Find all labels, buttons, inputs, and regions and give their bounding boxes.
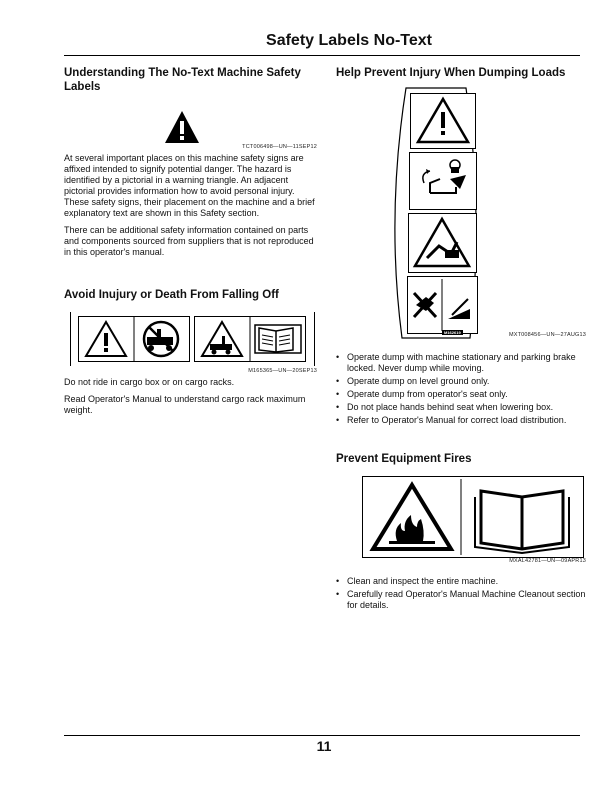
fire-bullet-list <box>336 576 586 611</box>
page-number: 11 <box>316 738 332 754</box>
dump-decal-figure <box>336 86 586 342</box>
section-heading-falling-off: Avoid Inujury or Death From Falling Off <box>64 289 279 301</box>
right-column <box>336 66 586 613</box>
figure-id: TCT006498—UN—11SEP12 <box>242 144 317 150</box>
list-item: • Operate dump on level ground only. <box>336 376 586 387</box>
dump-bullet-list <box>336 352 586 426</box>
fire-decal-frame <box>362 476 584 558</box>
list-item: • Operate dump from operator's seat only. <box>336 389 586 400</box>
list-item: • Clean and inspect the entire machine. <box>336 576 586 587</box>
hazard-panel-left <box>78 316 190 362</box>
list-item: • Operate dump with machine stationary and parking brake locked. Never dump while moving. <box>336 352 586 374</box>
no-hands-panel <box>407 276 478 334</box>
paragraph: Do not ride in cargo box or on cargo racks. <box>64 377 235 387</box>
hazard-panel-right <box>194 316 306 362</box>
hand-crush-panel <box>408 213 477 273</box>
paragraph: Read Operator's Manual to understand cargo rack maximum weight. <box>64 394 306 415</box>
warning-triangle-icon <box>164 110 200 144</box>
fire-decal <box>336 474 586 560</box>
section-heading-dumping-loads: Help Prevent Injury When Dumping Loads <box>336 67 566 79</box>
seat-operation-panel <box>409 152 477 210</box>
figure-id: MXT008456—UN—27AUG13 <box>508 332 586 338</box>
section-heading-no-text-labels: Understanding The No-Text Machine Safety Labels <box>64 67 301 93</box>
decal-label: M162619 <box>444 330 461 335</box>
paragraph: At several important places on this machine safety signs are affixed intended to signify potential danger. The hazard is identified by a pictorial in a warning triangle. An adjacent pictorial provides information how to avoid personal injury. These safety signs, their placement on the machine and a brief explanatory text are shown in this Safety section. <box>64 153 315 218</box>
figure-id: MXAL42781—UN—09APR13 <box>509 558 586 564</box>
list-item: • Carefully read Operator's Manual Machine Cleanout section for details. <box>336 589 586 611</box>
list-item: • Do not place hands behind seat when lowering box. <box>336 402 586 413</box>
left-column <box>64 66 317 416</box>
figure-id: M165365—UN—20SEP13 <box>248 368 317 374</box>
section-heading-equipment-fires: Prevent Equipment Fires <box>336 453 472 465</box>
warning-triangle-figure <box>64 110 317 160</box>
list-item: • Refer to Operator's Manual for correct load distribution. <box>336 415 586 426</box>
header-rule <box>64 55 580 56</box>
page-title: Safety Labels No-Text <box>266 32 432 49</box>
falling-off-decal <box>64 308 317 372</box>
paragraph: There can be additional safety information contained on parts and components sourced from suppliers that is not reproduced in this operator's manual. <box>64 225 314 257</box>
footer-rule <box>64 735 580 736</box>
dump-hazard-panel <box>410 93 476 149</box>
